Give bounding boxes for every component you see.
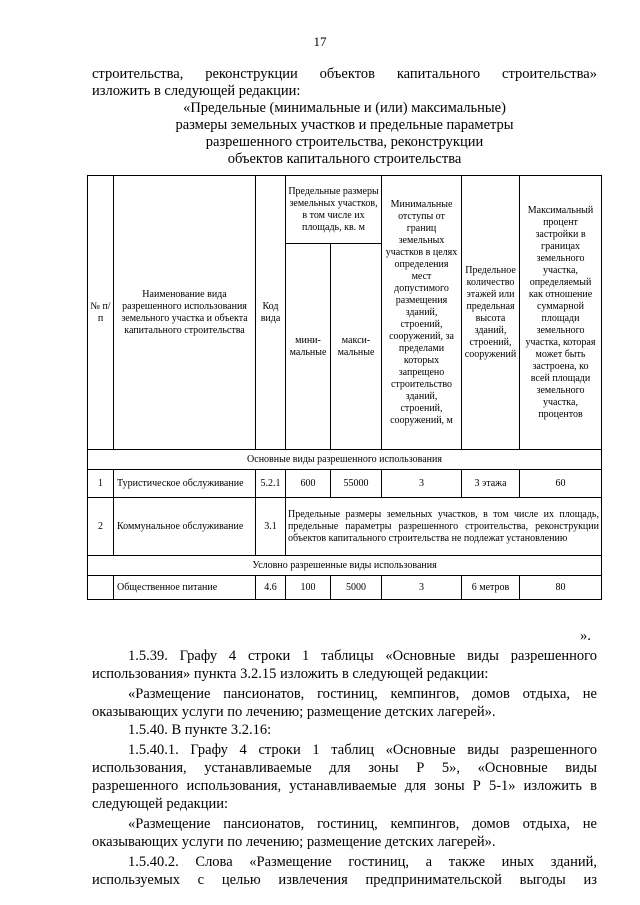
intro-line-2: изложить в следующей редакции:: [92, 83, 301, 99]
row1-setbacks: 3: [382, 470, 462, 498]
header-min: мини-мальные: [286, 244, 331, 450]
table-heading-3: разрешенного строительства, реконструкции: [205, 134, 484, 150]
row1-coverage: 60: [520, 470, 602, 498]
closing-quote-mark: ».: [580, 628, 591, 644]
section-conditional-uses: Условно разрешенные виды использования: [88, 556, 602, 576]
header-code: Код вида: [256, 176, 286, 450]
page-number: 17: [313, 34, 327, 49]
row2-code: 3.1: [256, 498, 286, 556]
paragraph-6-line-2: используемых с целью извлечения предпринимательской выгоды из: [92, 872, 597, 888]
header-coverage: Максимальный процент застройки в границах земельного участка, определяемый как отношение суммарной площади земельного участка, которая может быть застроена, ко всей площади земельного участка, процентов: [520, 176, 602, 450]
row3-name: Общественное питание: [114, 576, 256, 600]
paragraph-5-line-2: оказывающих услуги по лечению; размещение детских лагерей».: [92, 834, 496, 850]
paragraph-5-line-1: «Размещение пансионатов, гостиниц, кемпингов, домов отдыха, не: [128, 816, 597, 832]
paragraph-4-line-4: следующей редакции:: [92, 796, 229, 812]
land-parameters-table: [87, 175, 602, 600]
table-heading-1: «Предельные (минимальные и (или) максимальные): [183, 100, 506, 116]
paragraph-6-line-1: 1.5.40.2. Слова «Размещение гостиниц, а также иных зданий,: [128, 854, 597, 870]
row3-code: 4.6: [256, 576, 286, 600]
row2-name: Коммунальное обслуживание: [114, 498, 256, 556]
row1-num: 1: [88, 470, 114, 498]
header-max: макси-мальные: [331, 244, 382, 450]
row3-max: 5000: [331, 576, 382, 600]
header-setbacks: Минимальные отступы от границ земельных участков в целях определения мест допустимого размещения зданий, строений, сооружений, за пределами которых запрещено строительство зданий, строений, сооружений, м: [382, 176, 462, 450]
row1-floors: 3 этажа: [462, 470, 520, 498]
row3-floors: 6 метров: [462, 576, 520, 600]
table-heading-4: объектов капитального строительства: [227, 151, 462, 167]
paragraph-2-line-2: оказывающих услуги по лечению; размещение детских лагерей».: [92, 704, 496, 720]
row1-min: 600: [286, 470, 331, 498]
paragraph-1-line-2: использования» пункта 3.2.15 изложить в следующей редакции:: [92, 666, 489, 682]
row3-num: [88, 576, 114, 600]
row1-name: Туристическое обслуживание: [114, 470, 256, 498]
paragraph-4-line-1: 1.5.40.1. Графу 4 строки 1 таблиц «Основные виды разрешенного: [128, 742, 597, 758]
paragraph-4-line-3: разрешенного использования, устанавливаемые для зоны Р 5-1» изложить в: [92, 778, 597, 794]
paragraph-3: 1.5.40. В пункте 3.2.16:: [128, 722, 272, 738]
header-size-group: Предельные размеры земельных участков, в том числе их площадь, кв. м: [286, 176, 382, 244]
row3-min: 100: [286, 576, 331, 600]
paragraph-4-line-2: использования, устанавливаемые для зоны Р 5», «Основные виды: [92, 760, 597, 776]
row1-code: 5.2.1: [256, 470, 286, 498]
header-num: № п/п: [88, 176, 114, 450]
header-floors: Предельное количество этажей или предельная высота зданий, строений, сооружений: [462, 176, 520, 450]
row3-coverage: 80: [520, 576, 602, 600]
row2-note: Предельные размеры земельных участков, в том числе их площадь, предельные параметры разрешенного строительства, реконструкции объектов капитального строительства не подлежат установлению: [286, 498, 602, 556]
header-name: Наименование вида разрешенного использования земельного участка и объекта капитального строительства: [114, 176, 256, 450]
section-main-uses: Основные виды разрешенного использования: [88, 450, 602, 470]
paragraph-2-line-1: «Размещение пансионатов, гостиниц, кемпингов, домов отдыха, не: [128, 686, 597, 702]
row2-num: 2: [88, 498, 114, 556]
intro-line-1: строительства, реконструкции объектов капитального строительства»: [92, 66, 597, 82]
row1-max: 55000: [331, 470, 382, 498]
table-heading-2: размеры земельных участков и предельные параметры: [175, 117, 514, 133]
paragraph-1-line-1: 1.5.39. Графу 4 строки 1 таблицы «Основные виды разрешенного: [128, 648, 597, 664]
row3-setbacks: 3: [382, 576, 462, 600]
